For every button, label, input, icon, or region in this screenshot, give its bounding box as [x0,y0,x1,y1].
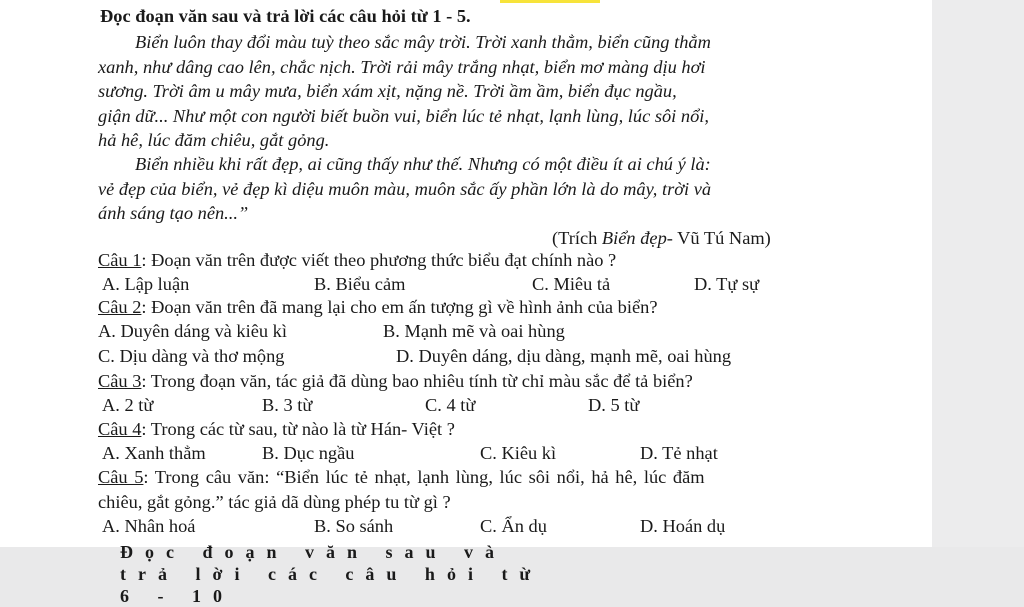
option-3b: B. 3 từ [262,395,313,415]
question-5: Câu 5: Trong câu văn: “Biển lúc tẻ nhạt, lạnh lùng, lúc sôi nổi, hả hê, lúc đăm [98,467,705,487]
question-label: Câu 1 [98,250,142,270]
passage-line: sương. Trời âm u mây mưa, biển xám xịt, nặng nề. Trời ầm ầm, biển đục ngầu, [98,81,677,101]
option-5a: A. Nhân hoá [102,516,196,536]
option-2d: D. Duyên dáng, dịu dàng, mạnh mẽ, oai hùng [396,346,732,366]
passage-line: hả hê, lúc đăm chiêu, gắt gỏng. [98,130,330,150]
question-label: Câu 2 [98,297,142,317]
option-5b: B. So sánh [314,516,394,536]
question-2: Câu 2: Đoạn văn trên đã mang lại cho em ấn tượng gì về hình ảnh của biển? [98,297,658,317]
question-4: Câu 4: Trong các từ sau, từ nào là từ Hán- Việt ? [98,419,455,439]
passage-line: xanh, như dâng cao lên, chắc nịch. Trời rải mây trắng nhạt, biển mơ màng dịu hơi [98,57,706,77]
question-3: Câu 3: Trong đoạn văn, tác giả đã dùng bao nhiêu tính từ chỉ màu sắc để tả biển? [98,371,693,391]
passage-line: ánh sáng tạo nên...” [98,203,249,223]
option-2b: B. Mạnh mẽ và oai hùng [383,321,565,341]
next-section-heading-cut: Đọc đoạn văn sau và trả lời các câu hỏi từ 6 - 10 [120,542,543,606]
passage-line: Biển luôn thay đổi màu tuỳ theo sắc mây trời. Trời xanh thẳm, biển cũng thẳm [135,32,711,52]
option-5d: D. Hoán dụ [640,516,726,536]
question-5-continued: chiêu, gắt gỏng.” tác giả dã dùng phép tu từ gì ? [98,492,451,512]
option-3d: D. 5 từ [588,395,640,415]
option-1d: D. Tự sự [694,274,760,294]
option-3c: C. 4 từ [425,395,476,415]
source-citation: (Trích Biển đẹp- Vũ Tú Nam) [552,228,771,248]
option-1b: B. Biểu cảm [314,274,406,294]
option-2a: A. Duyên dáng và kiêu kì [98,321,287,341]
option-4b: B. Dục ngầu [262,443,355,463]
passage-line: Biển nhiều khi rất đẹp, ai cũng thấy như thế. Nhưng có một điều ít ai chú ý là: [135,154,711,174]
passage-line: vẻ đẹp của biển, vẻ đẹp kì diệu muôn màu, muôn sắc ấy phần lớn là do mây, trời và [98,179,712,199]
passage-line: giận dữ... Như một con người biết buồn vui, biển lúc tẻ nhạt, lạnh lùng, lúc sôi nổi, [98,106,709,126]
option-1c: C. Miêu tả [532,274,611,294]
option-4a: A. Xanh thẳm [102,443,206,463]
question-label: Câu 4 [98,419,142,439]
option-5c: C. Ẩn dụ [480,516,547,536]
option-2c: C. Dịu dàng và thơ mộng [98,346,285,366]
section-heading: Đọc đoạn văn sau và trả lời các câu hỏi từ 1 - 5. [100,6,471,26]
option-4d: D. Tẻ nhạt [640,443,718,463]
source-title: Biển đẹp [601,228,667,248]
question-label: Câu 3 [98,371,142,391]
option-3a: A. 2 từ [102,395,154,415]
question-label: Câu 5 [98,467,144,487]
option-1a: A. Lập luận [102,274,190,294]
text-highlight-mark [500,0,600,3]
page-gutter [932,0,1024,547]
option-4c: C. Kiêu kì [480,443,557,463]
question-1: Câu 1: Đoạn văn trên được viết theo phương thức biểu đạt chính nào ? [98,250,617,270]
